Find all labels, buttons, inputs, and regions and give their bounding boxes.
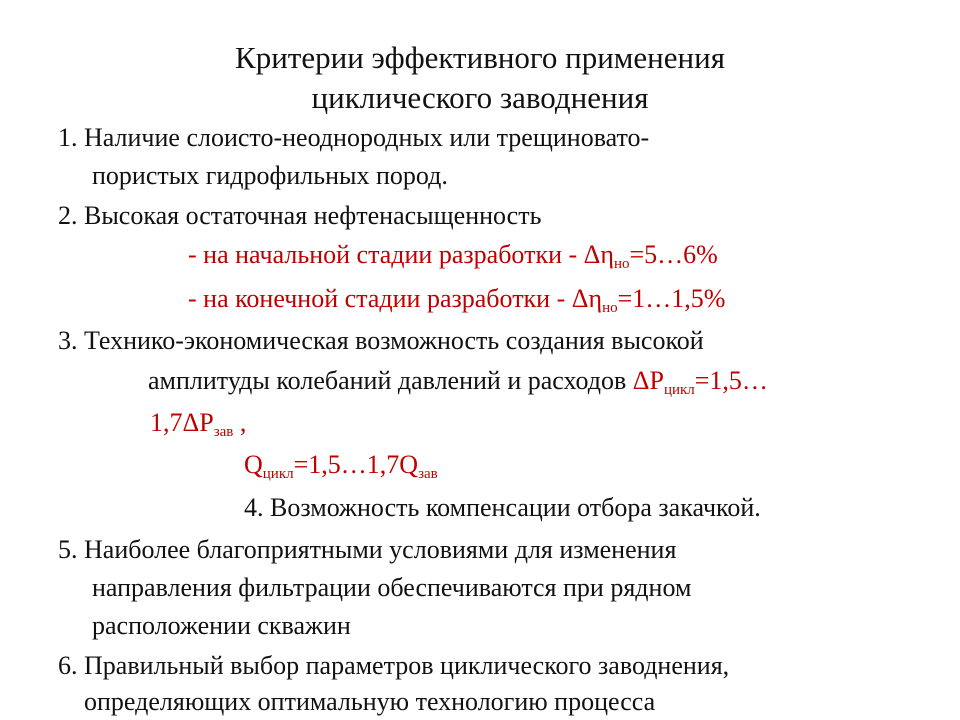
item-1-line-1: 1. Наличие слоисто-неоднородных или трещиновато- (58, 123, 650, 152)
item-3-line-3-tail: , (233, 408, 247, 437)
item-3-pressure-value: =1,5… (694, 366, 768, 395)
item-6-line-1: 6. Правильный выбор параметров циклического заводнения, (58, 651, 730, 680)
item-3-line-2 (148, 365, 768, 397)
slide-title-line-1: Критерии эффективного применения (235, 40, 725, 75)
item-5-line-1: 5. Наиболее благоприятными условиями для изменения (58, 535, 677, 564)
item-2-final-stage-value: =1…1,5% (617, 284, 726, 313)
item-3-flow-subscript-2: зав (418, 466, 438, 482)
item-2-initial-stage-value: =5…6% (629, 240, 718, 269)
item-5-line-2: направления фильтрации обеспечиваются при рядном (92, 573, 692, 602)
item-2-initial-stage (188, 239, 718, 271)
item-1-line-2: пористых гидрофильных пород. (92, 161, 448, 190)
item-5-line-3: расположении скважин (92, 611, 351, 640)
item-2-final-stage (188, 283, 725, 315)
item-3-flow-value: =1,5…1,7Q (293, 450, 419, 479)
item-2-initial-stage-text: - на начальной стадии разработки - Δη (188, 240, 614, 269)
item-3-line-3-subscript: зав (213, 424, 234, 440)
item-3-line-3 (150, 407, 246, 439)
item-3-pressure-subscript: цикл (663, 382, 695, 398)
item-3-line-3-text: 1,7ΔP (150, 408, 214, 437)
item-6-line-2: определяющих оптимальную технологию процесса (84, 687, 656, 716)
item-2-final-stage-subscript: но (602, 300, 618, 316)
item-2-final-stage-text: - на конечной стадии разработки - Δη (188, 284, 603, 313)
item-3-line-2-text: амплитуды колебаний давлений и расходов (148, 366, 633, 395)
item-3-flow-q: Q (244, 450, 263, 479)
item-4-line-1: 4. Возможность компенсации отбора закачкой. (244, 493, 761, 522)
item-3-pressure-amplitude: ΔP (632, 366, 664, 395)
item-3-line-1: 3. Технико-экономическая возможность создания высокой (58, 326, 704, 355)
item-2-line-1: 2. Высокая остаточная нефтенасыщенность (58, 201, 542, 230)
item-3-flow-ratio (244, 449, 438, 481)
item-2-initial-stage-subscript: но (613, 256, 630, 272)
slide-title-line-2: циклического заводнения (311, 80, 649, 115)
item-3-flow-subscript: цикл (262, 466, 294, 482)
